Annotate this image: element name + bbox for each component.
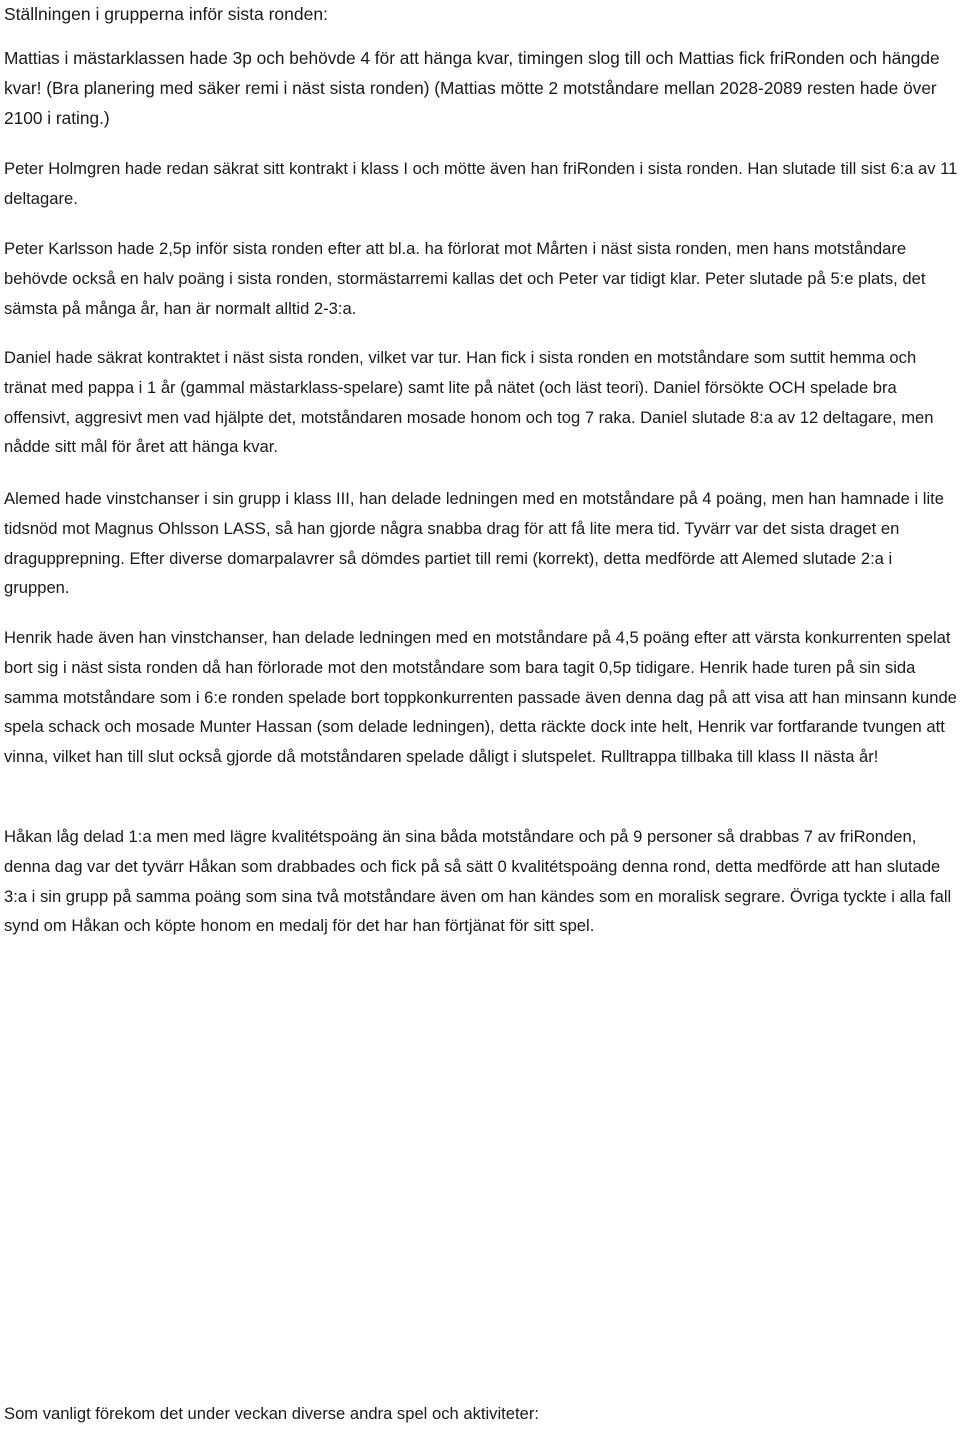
paragraph-hakan: Håkan låg delad 1:a men med lägre kvalitétspoäng än sina båda motståndare och på 9 personer så drabbas 7 av friRonden, denna dag var det tyvärr Håkan som drabbades och fick på så sätt 0 kvalitétspoäng denna rond, detta medförde att han slutade 3:a i sin grupp på samma poäng som sina två motståndare även om han kändes som en moralisk segrare. Övriga tyckte i alla fall synd om Håkan och köpte honom en medalj för det har han förtjänat för sitt spel. xyxy=(4,827,952,936)
page-heading: Ställningen i grupperna inför sista ronden: xyxy=(4,4,328,24)
paragraph-peter-karlsson: Peter Karlsson hade 2,5p inför sista ronden efter att bl.a. ha förlorat mot Mårten i näst sista ronden, men hans motståndare behövde också en halv poäng i sista ronden, stormästarremi kallas det och Peter var tidigt klar. Peter slutade på 5:e plats, det sämsta på många år, han är normalt alltid 2-3:a. xyxy=(4,239,926,318)
paragraph-henrik: Henrik hade även han vinstchanser, han delade ledningen med en motståndare på 4,5 poäng efter att värsta konkurrenten spelat bort sig i näst sista ronden då han förlorade mot den motståndare som bara tagit 0,5p tidigare. Henrik hade turen på sin sida samma motståndare som i 6:e ronden spelade bort toppkonkurrenten passade även denna dag på att visa att han minsann kunde spela schack och mosade Munter Hassan (som delade ledningen), detta räckte dock inte helt, Henrik var fortfarande tvungen att vinna, vilket han till slut också gjorde då motståndaren spelade dåligt i slutspelet. Rulltrappa tillbaka till klass II nästa år! xyxy=(4,628,957,767)
paragraph-peter-holmgren: Peter Holmgren hade redan säkrat sitt kontrakt i klass I och mötte även han friRonden i sista ronden. Han slutade till sist 6:a av 11 deltagare. xyxy=(4,159,958,208)
paragraph-alemed: Alemed hade vinstchanser i sin grupp i klass III, han delade ledningen med en motståndare på 4 poäng, men han hamnade i lite tidsnöd mot Magnus Ohlsson LASS, så han gjorde några snabba drag för att få lite mera tid. Tyvärr var det sista draget en dragupprepning. Efter diverse domarpalavrer så dömdes partiet till remi (korrekt), detta medförde att Alemed slutade 2:a i gruppen. xyxy=(4,489,944,598)
section-heading-activities: Som vanligt förekom det under veckan diverse andra spel och aktiviteter: xyxy=(4,1404,539,1423)
paragraph-daniel: Daniel hade säkrat kontraktet i näst sista ronden, vilket var tur. Han fick i sista ronden en motståndare som suttit hemma och tränat med pappa i 1 år (gammal mästarklass-spelare) samt lite på nätet (och läst teori). Daniel försökte OCH spelade bra offensivt, aggresivt men vad hjälpte det, motståndaren mosade honom och tog 7 raka. Daniel slutade 8:a av 12 deltagare, men nådde sitt mål för året att hänga kvar. xyxy=(4,348,934,457)
paragraph-mattias: Mattias i mästarklassen hade 3p och behövde 4 för att hänga kvar, timingen slog till och Mattias fick friRonden och hängde kvar! (Bra planering med säker remi i näst sista ronden) (Mattias mötte 2 motståndare mellan 2028-2089 resten hade över 2100 i rating.) xyxy=(4,48,940,128)
